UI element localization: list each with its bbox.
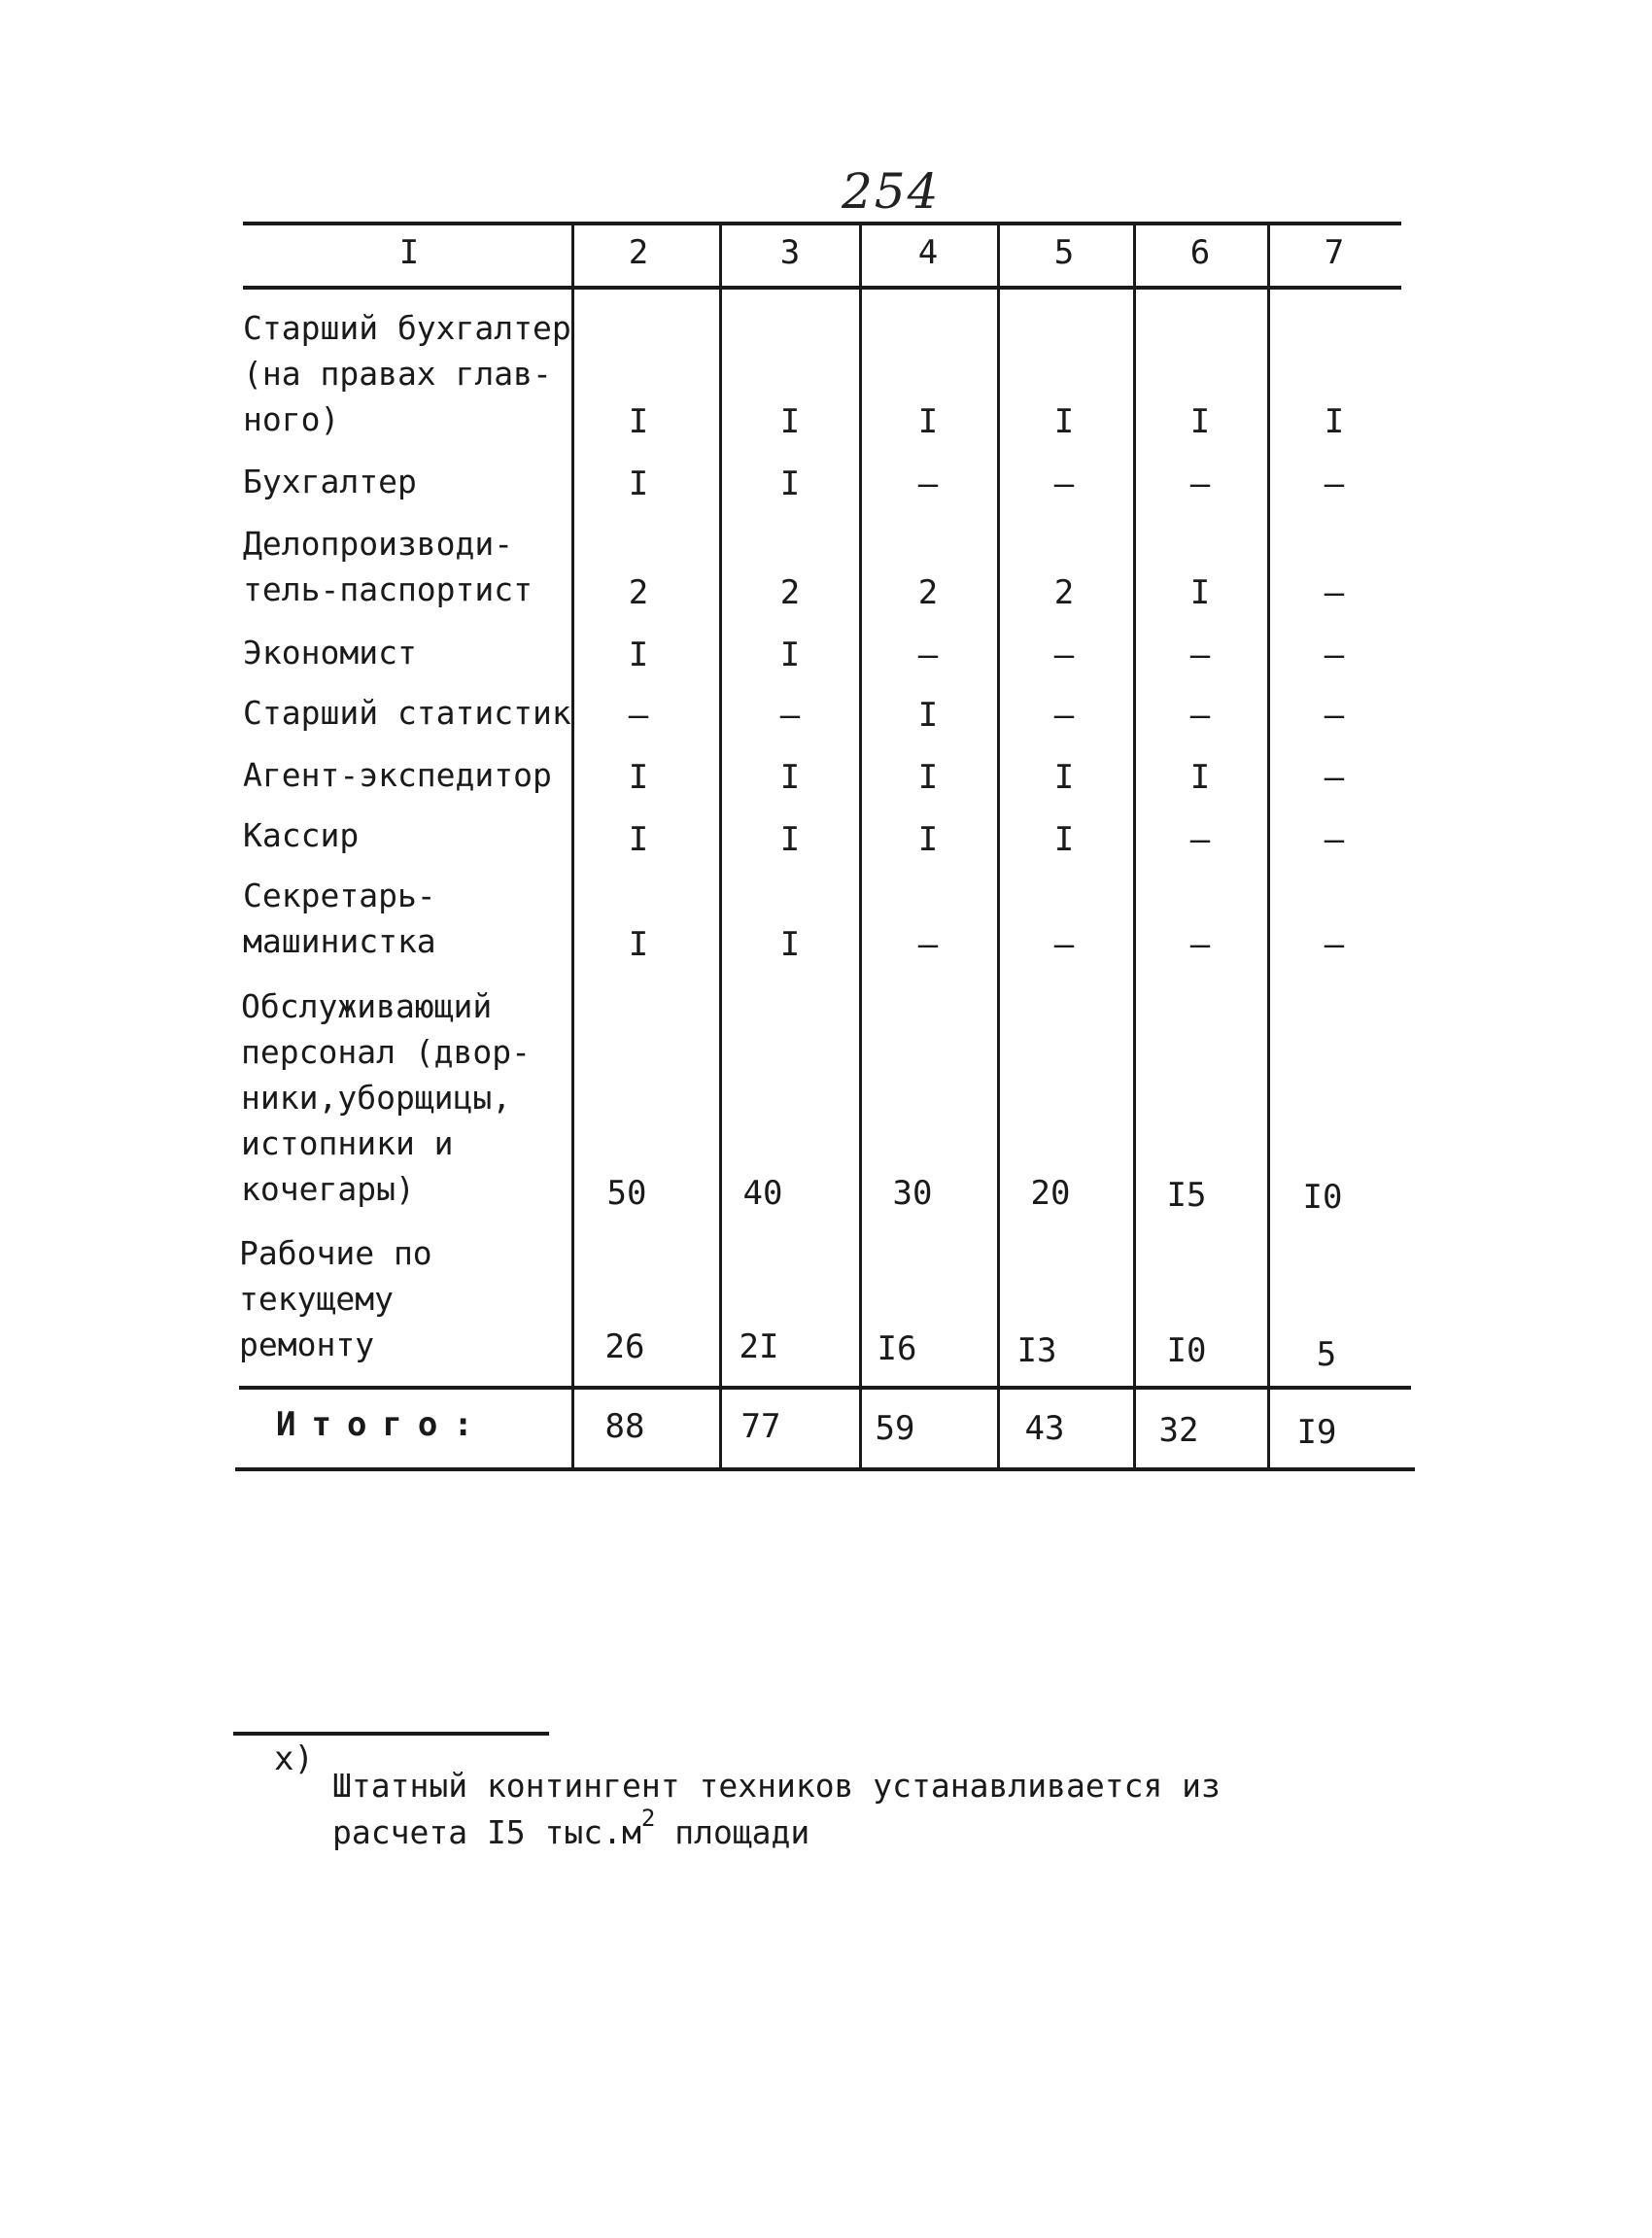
cell: I3 — [1016, 1331, 1057, 1370]
cell: I — [628, 465, 649, 503]
cell: – — [917, 636, 939, 674]
cell: – — [1324, 573, 1345, 612]
cell: – — [1324, 636, 1345, 674]
row-label-service-staff: Обслуживающий персонал (двор- ники,уборщицы, истопники и кочегары) — [241, 987, 532, 1208]
cell: – — [917, 925, 939, 964]
cell: 30 — [892, 1174, 933, 1213]
total-cell: I9 — [1296, 1413, 1337, 1452]
cell: I — [628, 636, 649, 674]
total-cell: 59 — [875, 1409, 915, 1448]
cell: I — [1053, 758, 1075, 797]
cell: I — [779, 636, 801, 674]
row-label-repair-workers: Рабочие по текущему ремонту — [239, 1234, 432, 1363]
row-label-economist: Экономист — [243, 634, 417, 671]
header-col-5: 5 — [1053, 233, 1075, 272]
cell: I — [917, 402, 939, 441]
cell: I0 — [1166, 1331, 1207, 1370]
cell: – — [779, 696, 801, 735]
cell: – — [1324, 465, 1345, 503]
page-number: 254 — [842, 163, 941, 220]
column-divider-6 — [1267, 224, 1270, 1469]
cell: 5 — [1316, 1335, 1337, 1374]
cell: – — [628, 696, 649, 735]
row-label-agent-forwarder: Агент-экспедитор — [243, 756, 552, 794]
cell: – — [1053, 465, 1075, 503]
header-bottom-rule — [243, 286, 1401, 290]
total-cell: 77 — [740, 1407, 781, 1446]
cell: 50 — [606, 1174, 647, 1213]
cell: – — [917, 465, 939, 503]
cell: I — [1053, 402, 1075, 441]
row-label-cashier: Кассир — [243, 816, 360, 854]
footnote-line-1: Штатный контингент техников устанавливается из — [332, 1767, 1221, 1805]
cell: I — [779, 465, 801, 503]
column-divider-5 — [1133, 224, 1136, 1469]
cell: I — [1189, 573, 1211, 612]
row-label-senior-accountant: Старший бухгалтер (на правах глав- ного) — [243, 309, 571, 438]
cell: 40 — [742, 1174, 783, 1213]
column-divider-4 — [997, 224, 1000, 1469]
column-divider-1 — [571, 224, 574, 1469]
cell: I — [779, 758, 801, 797]
cell: – — [1189, 820, 1211, 859]
table-bottom-rule — [235, 1467, 1415, 1471]
footnote-line-2b: площади — [655, 1813, 810, 1851]
cell: I — [779, 925, 801, 964]
cell: I — [628, 925, 649, 964]
cell: I — [1189, 758, 1211, 797]
cell: 2 — [1053, 573, 1075, 612]
cell: – — [1053, 696, 1075, 735]
cell: I6 — [877, 1329, 917, 1368]
header-col-4: 4 — [917, 233, 939, 272]
column-divider-2 — [719, 224, 722, 1469]
cell: I — [917, 696, 939, 735]
cell: 2 — [917, 573, 939, 612]
cell: I — [917, 758, 939, 797]
cell: 20 — [1030, 1174, 1071, 1213]
cell: – — [1324, 696, 1345, 735]
cell: – — [1324, 758, 1345, 797]
row-label-accountant: Бухгалтер — [243, 463, 417, 500]
cell: 2I — [739, 1327, 779, 1366]
cell: – — [1189, 696, 1211, 735]
footnote-marker: x) — [274, 1739, 314, 1778]
footnote-superscript: 2 — [640, 1805, 656, 1832]
cell: I — [1324, 402, 1345, 441]
footnote-text — [332, 1763, 1221, 1859]
header-col-2: 2 — [628, 233, 649, 272]
header-col-6: 6 — [1189, 233, 1211, 272]
cell: I — [779, 402, 801, 441]
cell: I — [779, 820, 801, 859]
row-label-secretary-typist: Секретарь- машинистка — [243, 877, 436, 960]
cell: I — [628, 758, 649, 797]
cell: I0 — [1302, 1178, 1343, 1217]
column-divider-3 — [859, 224, 862, 1469]
cell: 2 — [779, 573, 801, 612]
cell: 2 — [628, 573, 649, 612]
total-cell: 88 — [604, 1407, 645, 1446]
cell: – — [1324, 820, 1345, 859]
row-label-senior-statistician: Старший статистик — [243, 694, 571, 732]
row-label-clerk-passport: Делопроизводи- тель-паспортист — [243, 525, 533, 608]
total-cell: 43 — [1024, 1409, 1065, 1448]
footnote-line-2a: расчета I5 тыс.м — [332, 1813, 641, 1851]
cell: I — [917, 820, 939, 859]
cell: – — [1324, 925, 1345, 964]
cell: I — [1189, 402, 1211, 441]
header-col-1: I — [398, 233, 420, 272]
cell: I — [1053, 820, 1075, 859]
cell: – — [1053, 925, 1075, 964]
total-top-rule — [239, 1386, 1411, 1390]
header-col-7: 7 — [1324, 233, 1345, 272]
total-label: Итого: — [276, 1405, 489, 1444]
cell: – — [1189, 465, 1211, 503]
cell: I — [628, 820, 649, 859]
cell: – — [1189, 636, 1211, 674]
cell: I — [628, 402, 649, 441]
header-col-3: 3 — [779, 233, 801, 272]
cell: 26 — [604, 1327, 645, 1366]
footnote-rule — [233, 1732, 549, 1736]
table-top-rule — [243, 222, 1401, 225]
total-cell: 32 — [1158, 1411, 1199, 1450]
cell: – — [1053, 636, 1075, 674]
cell: I5 — [1166, 1176, 1207, 1215]
cell: – — [1189, 925, 1211, 964]
